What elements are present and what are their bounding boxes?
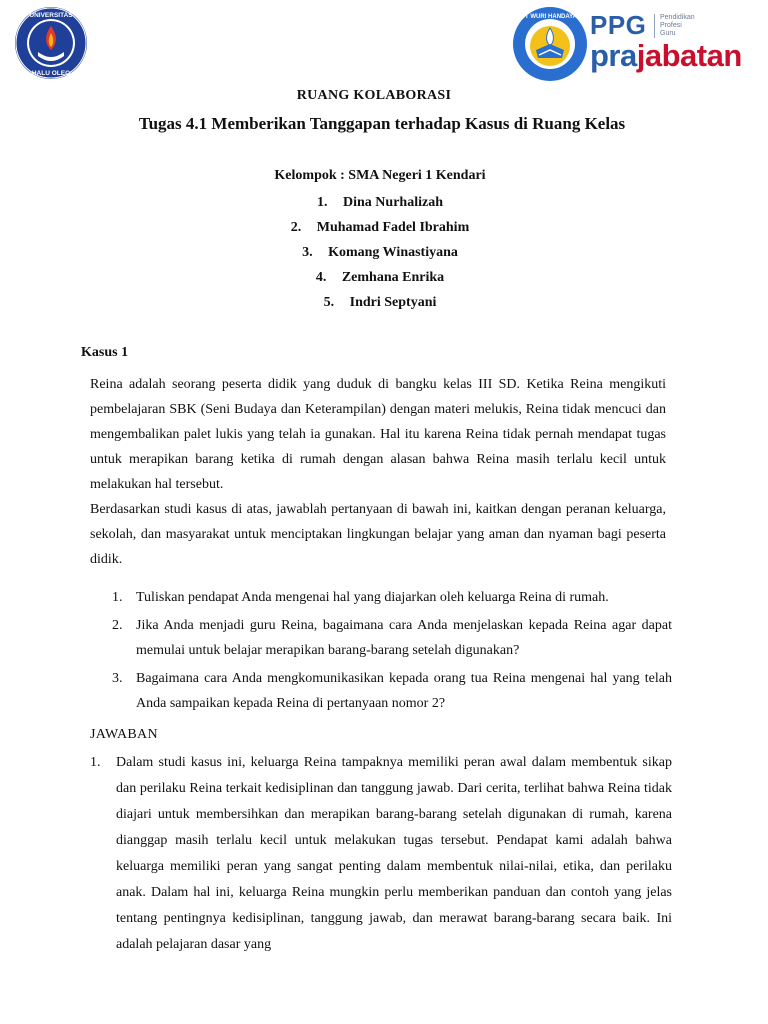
question-list	[90, 585, 672, 719]
ppg-logo-prajabatan	[590, 38, 742, 74]
member-item	[0, 193, 760, 218]
member-name: Indri Septyani	[349, 295, 437, 310]
question-number: 3.	[112, 671, 123, 686]
question-item	[90, 613, 672, 663]
tut-wuri-logo-text: TUT WURI HANDAYANI	[517, 14, 583, 20]
member-number: 5.	[323, 295, 335, 310]
ppg-logo-subtitle-line-3: Guru	[660, 30, 676, 37]
member-item	[0, 218, 760, 243]
member-number: 2.	[290, 220, 302, 235]
ppg-logo-subtitle-line-1: Pendidikan	[660, 14, 695, 21]
answer-number: 1.	[90, 755, 101, 770]
member-name: Muhamad Fadel Ibrahim	[316, 220, 470, 235]
answer-item	[90, 750, 672, 958]
uho-logo-text-top: UNIVERSITAS	[29, 12, 73, 19]
ppg-logo-subtitle	[660, 14, 720, 38]
member-number: 1.	[317, 195, 328, 210]
question-text: Bagaimana cara Anda mengkomunikasikan kepada orang tua Reina mengenai hal yang telah Anda sampaikan kepada Reina di pertanyaan nomor 2?	[136, 671, 672, 711]
section-heading: RUANG KOLABORASI	[296, 88, 452, 103]
instruction-paragraph: Berdasarkan studi kasus di atas, jawablah pertanyaan di bawah ini, kaitkan dengan peranan keluarga, sekolah, dan masyarakat untuk menciptakan lingkungan belajar yang aman dan nyaman bagi peserta didik.	[90, 502, 666, 567]
member-name: Zemhana Enrika	[341, 270, 445, 285]
member-item	[0, 293, 760, 318]
member-name: Dina Nurhalizah	[343, 195, 443, 210]
universitas-halu-oleo-logo	[14, 6, 88, 80]
question-number: 2.	[112, 618, 123, 633]
question-text: Jika Anda menjadi guru Reina, bagaimana cara Anda menjelaskan kepada Reina agar dapat memulai untuk belajar merapikan barang-barang setelah digunakan?	[136, 618, 672, 658]
member-name: Komang Winastiyana	[328, 245, 458, 260]
ppg-logo-word: PPG	[590, 10, 647, 40]
answer-text: Dalam studi kasus ini, keluarga Reina tampaknya memiliki peran awal dalam membentuk sikap dan perilaku Reina terkait kedisiplinan dan tanggung jawab. Dari cerita, terlihat bahwa Reina tidak diajari untuk membersihkan dan merapikan barang-barang setelah digunakan di rumah, karena dianggap masih terlalu kecil untuk melakukan tugas tersebut. Pendapat kami adalah bahwa keluarga memiliki peran yang sangat penting dalam membentuk nilai-nilai, etika, dan perilaku anak. Dalam hal ini, keluarga Reina mungkin perlu memberikan panduan dan contoh yang jelas tentang pentingnya kedisiplinan, tanggung jawab, dan merawat barang-barang secara baik. Ini adalah pelajaran dasar yang	[116, 755, 672, 952]
ppg-logo-divider	[654, 14, 655, 38]
ppg-logo-pra: pra	[590, 38, 637, 73]
case-heading: Kasus 1	[81, 345, 129, 360]
question-number: 1.	[112, 590, 123, 605]
group-label: Kelompok : SMA Negeri 1 Kendari	[274, 168, 486, 183]
ppg-prajabatan-logo	[590, 8, 760, 78]
uho-logo-text-bottom: HALU OLEO	[31, 70, 71, 77]
member-number: 4.	[315, 270, 327, 285]
question-item	[90, 666, 672, 716]
tut-wuri-handayani-logo	[512, 6, 588, 82]
answer-heading: JAWABAN	[90, 727, 158, 742]
document-title: Tugas 4.1 Memberikan Tanggapan terhadap Kasus di Ruang Kelas	[138, 114, 626, 133]
member-item	[0, 268, 760, 293]
question-text: Tuliskan pendapat Anda mengenai hal yang diajarkan oleh keluarga Reina di rumah.	[136, 590, 609, 605]
question-item	[90, 585, 672, 610]
ppg-logo-subtitle-line-2: Profesi	[660, 22, 682, 29]
member-item	[0, 243, 760, 268]
document-header	[0, 0, 768, 88]
answer-list	[90, 750, 672, 958]
ppg-logo-jabatan: jabatan	[636, 38, 742, 73]
case-paragraph: Reina adalah seorang peserta didik yang duduk di bangku kelas III SD. Ketika Reina mengikuti pembelajaran SBK (Seni Budaya dan Keterampilan) dengan materi melukis, Reina tidak mencuci dan mengembalikan palet lukis yang telah ia gunakan. Hal itu karena Reina tidak pernah mendapat tugas untuk merapikan barang ketika di rumah dengan alasan bahwa Reina masih terlalu kecil untuk melakukan hal tersebut.	[90, 377, 666, 492]
member-number: 3.	[302, 245, 313, 260]
member-list	[0, 193, 760, 318]
